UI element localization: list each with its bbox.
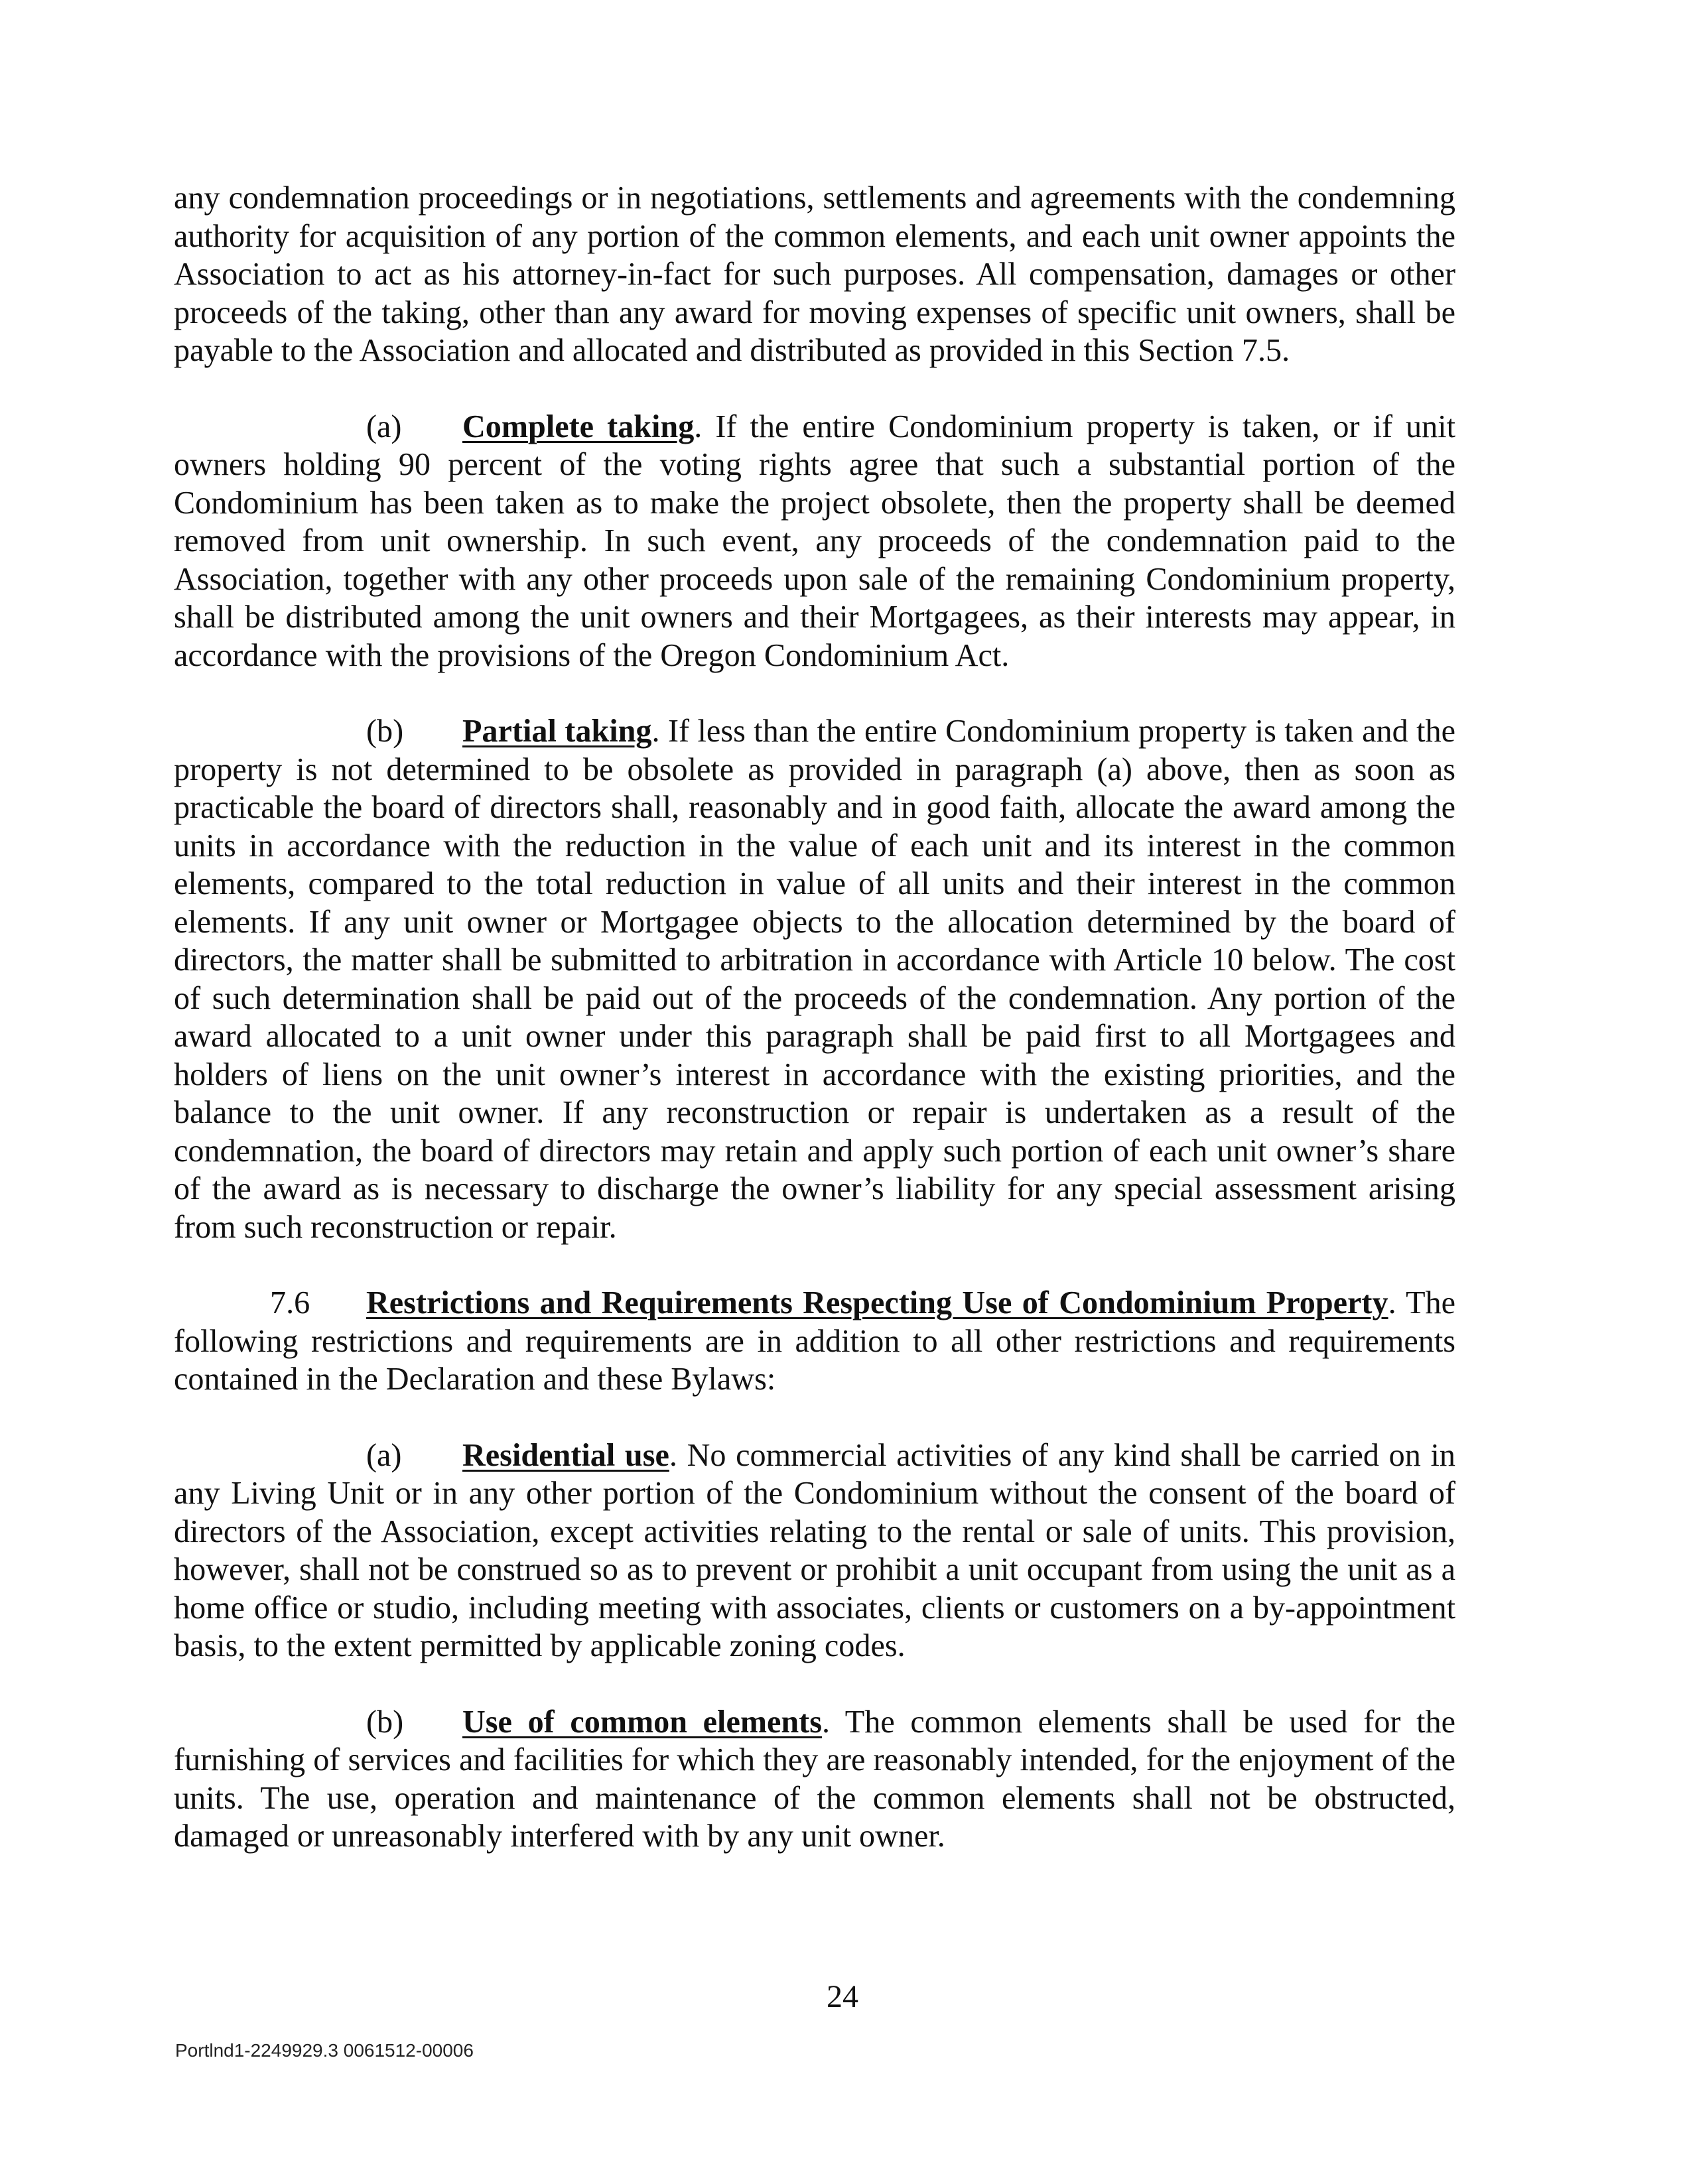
document-id: Portlnd1-2249929.3 0061512-00006 <box>175 2040 474 2061</box>
subsection-marker: (a) <box>366 409 402 444</box>
subsection-text: . The common elements shall be used for the furnishing of services and facilities for which they are reasonably intended, for the enjoyment of the units. The use, operation and maintenance of the common elements shall not be obstructed, damaged or unreasonably interfered with by any unit owner. <box>174 1704 1455 1854</box>
subsection-marker: (b) <box>366 714 404 749</box>
document-body <box>174 179 1455 1894</box>
subsection-heading: Partial taking <box>462 714 652 749</box>
intro-paragraph <box>174 179 1455 370</box>
subsection-7-5-a <box>174 408 1455 675</box>
section-text: . The following restrictions and requirements are in addition to all other restrictions and requirements contained in the Declaration and these Bylaws: <box>174 1285 1456 1397</box>
page-number: 24 <box>827 1979 858 2014</box>
subsection-7-5-b <box>174 712 1455 1246</box>
section-number: 7.6 <box>270 1285 310 1320</box>
subsection-marker: (a) <box>366 1437 402 1473</box>
section-heading: Restrictions and Requirements Respecting Use of Condominium Property <box>366 1285 1388 1320</box>
subsection-7-6-b <box>174 1703 1455 1856</box>
intro-paragraph-text: any condemnation proceedings or in negotiations, settlements and agreements with the condemning authority for acquisition of any portion of the common elements, and each unit owner appoints the Association to act as his attorney-in-fact for such purposes. All compensation, damages or other proceeds of the taking, other than any award for moving expenses of specific unit owners, shall be payable to the Association and allocated and distributed as provided in this Section 7.5. <box>174 180 1455 368</box>
subsection-marker: (b) <box>366 1704 404 1740</box>
subsection-heading: Use of common elements <box>462 1704 822 1740</box>
subsection-text: . If the entire Condominium property is taken, or if unit owners holding 90 percent of the voting rights agree that such a substantial portion of the Condominium has been taken as to make the project obsolete, then the property shall be deemed removed from unit ownership. In such event, any proceeds of the condemnation paid to the Association, together with any other proceeds upon sale of the remaining Condominium property, shall be distributed among the unit owners and their Mortgagees, as their interests may appear, in accordance with the provisions of the Oregon Condominium Act. <box>174 409 1456 673</box>
subsection-7-6-a <box>174 1437 1455 1665</box>
subsection-text: . If less than the entire Condominium property is taken and the property is not determined to be obsolete as provided in paragraph (a) above, then as soon as practicable the board of directors shall, reasonably and in good faith, allocate the award among the units in accordance with the reduction in the value of each unit and its interest in the common elements, compared to the total reduction in value of all units and their interest in the common elements. If any unit owner or Mortgagee objects to the allocation determined by the board of directors, the matter shall be submitted to arbitration in accordance with Article 10 below. The cost of such determination shall be paid out of the proceeds of the condemnation. Any portion of the award allocated to a unit owner under this paragraph shall be paid first to all Mortgagees and holders of liens on the unit owner’s interest in accordance with the existing priorities, and the balance to the unit owner. If any reconstruction or repair is undertaken as a result of the condemnation, the board of directors may retain and apply such portion of each unit owner’s share of the award as is necessary to discharge the owner’s liability for any special assessment arising from such reconstruction or repair. <box>174 714 1456 1245</box>
subsection-heading: Complete taking <box>462 409 695 444</box>
subsection-heading: Residential use <box>462 1437 669 1473</box>
subsection-text: . No commercial activities of any kind shall be carried on in any Living Unit or in any other portion of the Condominium without the consent of the board of directors of the Association, except activities relating to the rental or sale of units. This provision, however, shall not be construed so as to prevent or prohibit a unit occupant from using the unit as a home office or studio, including meeting with associates, clients or customers on a by-appointment basis, to the extent permitted by applicable zoning codes. <box>174 1437 1455 1663</box>
section-7-6 <box>174 1284 1455 1399</box>
